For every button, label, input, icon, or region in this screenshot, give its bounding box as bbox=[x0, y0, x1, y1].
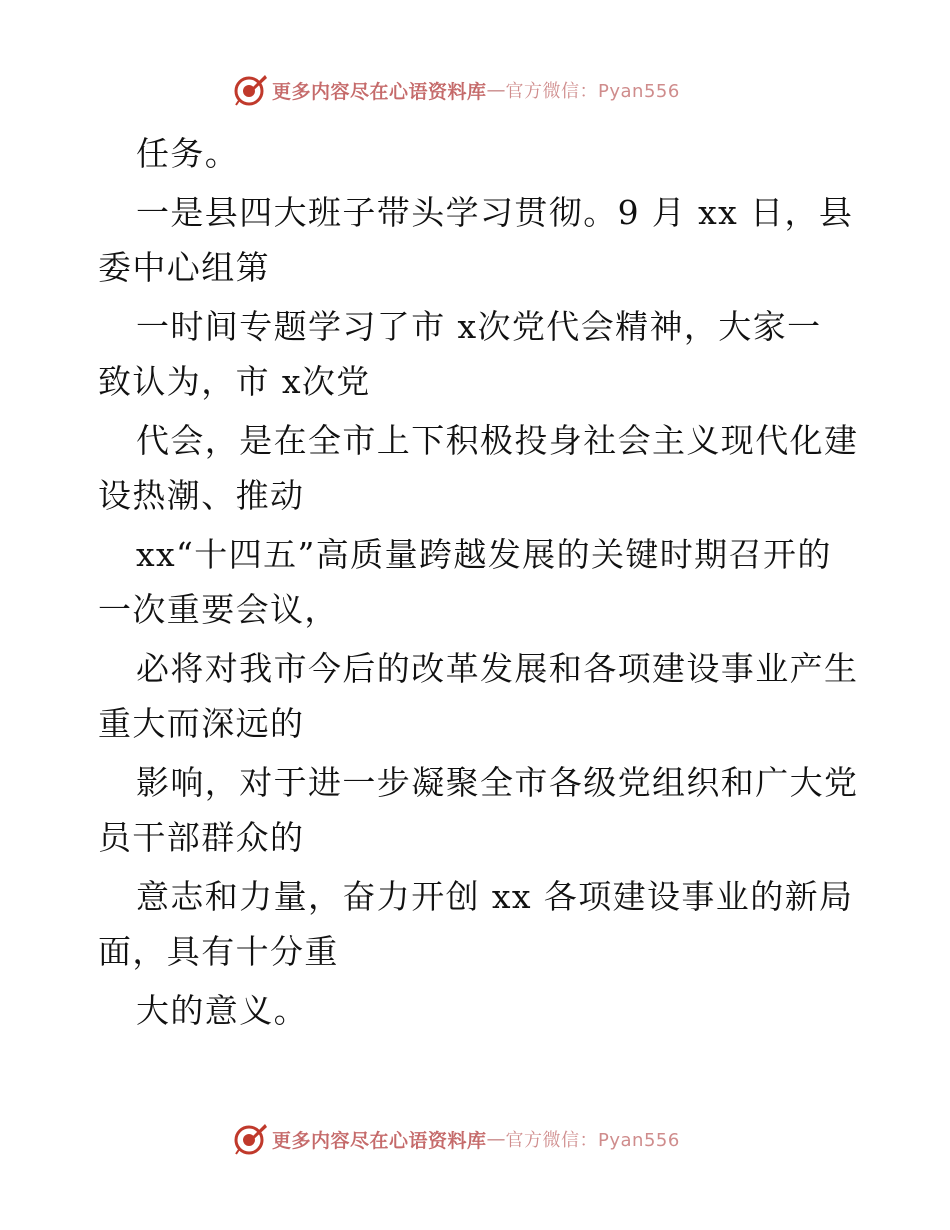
text-line: 面，具有十分重 bbox=[98, 932, 339, 971]
text-line: 重大而深远的 bbox=[98, 704, 305, 743]
banner-site-text: 更多内容尽在心语资料库 bbox=[272, 80, 487, 103]
text-line: 必将对我市今后的改革发展和各项建设事业产生 bbox=[136, 649, 859, 688]
footer-banner bbox=[232, 1119, 732, 1159]
text-line: 任务。 bbox=[136, 134, 240, 173]
text-line: 委中心组第 bbox=[98, 248, 270, 287]
pen-circle-logo-icon bbox=[232, 72, 268, 108]
banner-wechat-text: 官方微信：Pyan556 bbox=[505, 81, 680, 102]
text-line: 设热潮、推动 bbox=[98, 476, 305, 515]
text-line: 代会，是在全市上下积极投身社会主义现代化建 bbox=[136, 421, 859, 460]
text-line: 致认为，市 x次党 bbox=[98, 362, 371, 401]
text-line: xx“十四五”高质量跨越发展的关键时期召开的 bbox=[136, 535, 832, 574]
header-banner bbox=[232, 70, 732, 110]
text-line: 一次重要会议， bbox=[98, 590, 339, 629]
banner-dash: — bbox=[486, 1128, 506, 1150]
text-line: 意志和力量，奋力开创 xx 各项建设事业的新局 bbox=[136, 877, 854, 916]
pen-circle-logo-icon bbox=[232, 1121, 268, 1157]
text-line: 一时间专题学习了市 x次党代会精神，大家一 bbox=[136, 307, 822, 346]
text-line: 一是县四大班子带头学习贯彻。9 月 xx 日，县 bbox=[136, 193, 854, 232]
text-line: 员干部群众的 bbox=[98, 818, 305, 857]
banner-wechat-text: 官方微信：Pyan556 bbox=[505, 1130, 680, 1151]
banner-dash: — bbox=[486, 79, 506, 101]
text-line: 大的意义。 bbox=[136, 991, 308, 1030]
text-line: 影响，对于进一步凝聚全市各级党组织和广大党 bbox=[136, 763, 859, 802]
document-body bbox=[98, 126, 858, 1038]
banner-site-text: 更多内容尽在心语资料库 bbox=[272, 1129, 487, 1152]
